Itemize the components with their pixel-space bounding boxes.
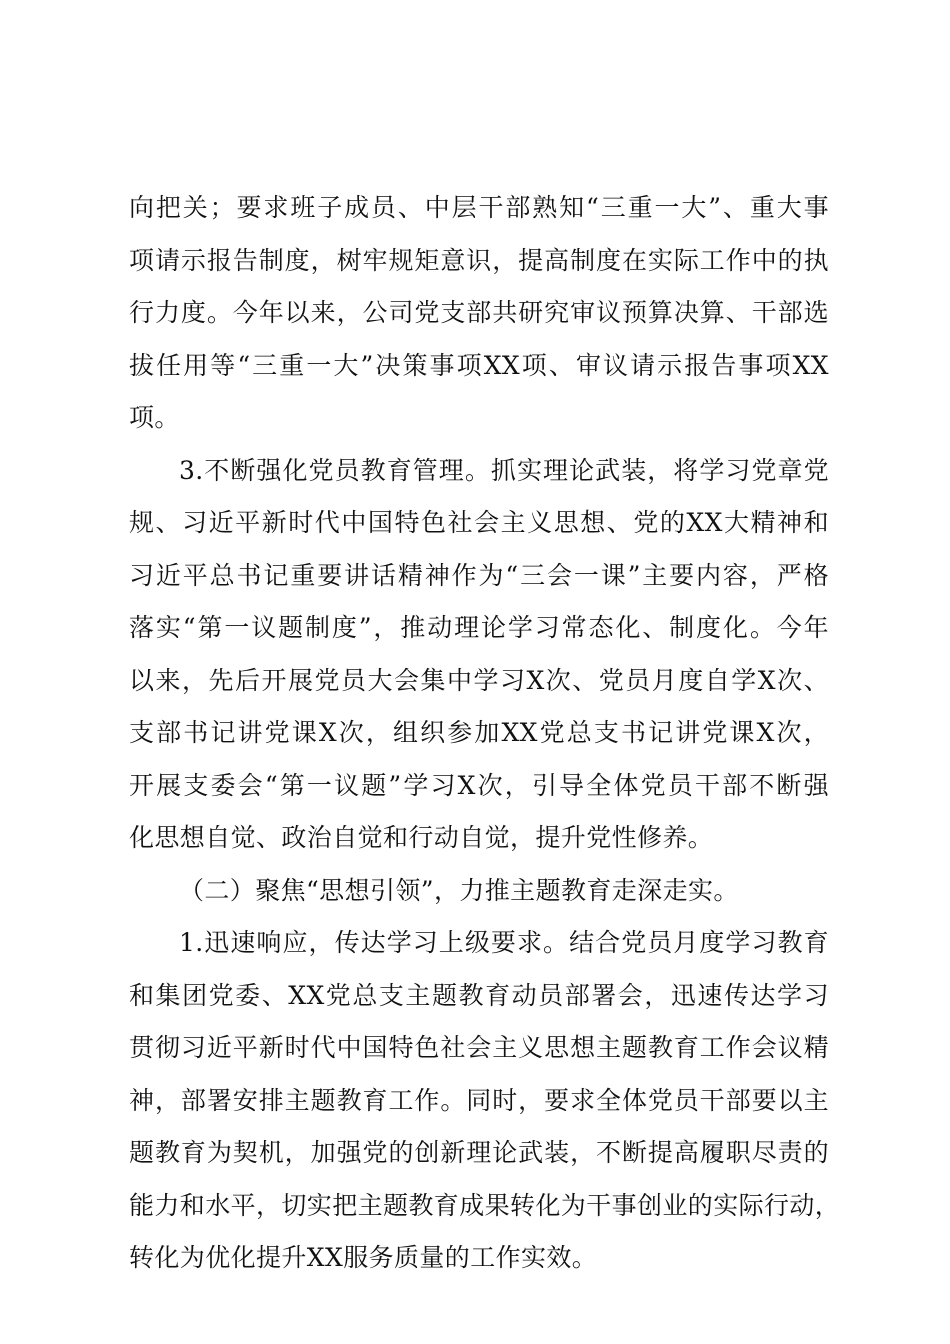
section-heading-text: （二）聚焦“思想引领”，力推主题教育走深走实。: [179, 875, 739, 905]
text-line: 和集团党委、XX党总支主题教育动员部署会，迅速传达学习: [129, 980, 829, 1010]
text-line: 习近平总书记重要讲话精神作为“三会一课”主要内容，严格: [129, 560, 829, 590]
text-line: 以来，先后开展党员大会集中学习X次、党员月度自学X次、: [129, 665, 829, 695]
text-line: 贯彻习近平新时代中国特色社会主义思想主题教育工作会议精: [129, 1033, 829, 1062]
paragraph-party-member-education: [129, 445, 829, 865]
text-line: 项请示报告制度，树牢规矩意识，提高制度在实际工作中的执: [129, 245, 829, 275]
text-line: 落实“第一议题制度”，推动理论学习常态化、制度化。今年: [129, 613, 829, 642]
text-line: 开展支委会“第一议题”学习X次，引导全体党员干部不断强: [129, 770, 829, 800]
text-line: 3.不断强化党员教育管理。抓实理论武装，将学习党章党: [179, 455, 829, 485]
text-line: 行力度。今年以来，公司党支部共研究审议预算决算、干部选: [129, 298, 829, 327]
document-body: [129, 182, 841, 1285]
text-line: 1.迅速响应，传达学习上级要求。结合党员月度学习教育: [179, 928, 829, 957]
paragraph-rapid-response: [129, 917, 841, 1285]
text-line: 化思想自觉、政治自觉和行动自觉，提升党性修养。: [129, 823, 714, 852]
text-line: 项。: [129, 403, 180, 432]
text-line: 规、习近平新时代中国特色社会主义思想、党的XX大精神和: [129, 508, 829, 537]
text-line: 向把关；要求班子成员、中层干部熟知“三重一大”、重大事: [129, 193, 829, 222]
text-line: 拔任用等“三重一大”决策事项XX项、审议请示报告事项XX: [129, 350, 829, 380]
paragraph-continuation: [129, 182, 829, 445]
text-line: 神，部署安排主题教育工作。同时，要求全体党员干部要以主: [129, 1085, 829, 1115]
text-line: 题教育为契机，加强党的创新理论武装，不断提高履职尽责的: [129, 1138, 829, 1167]
text-line: 转化为优化提升XX服务质量的工作实效。: [129, 1243, 598, 1272]
text-line: 能力和水平，切实把主题教育成果转化为干事创业的实际行动，: [129, 1190, 841, 1220]
section-heading: [129, 865, 829, 918]
text-line: 支部书记讲党课X次，组织参加XX党总支书记讲党课X次，: [129, 718, 829, 747]
